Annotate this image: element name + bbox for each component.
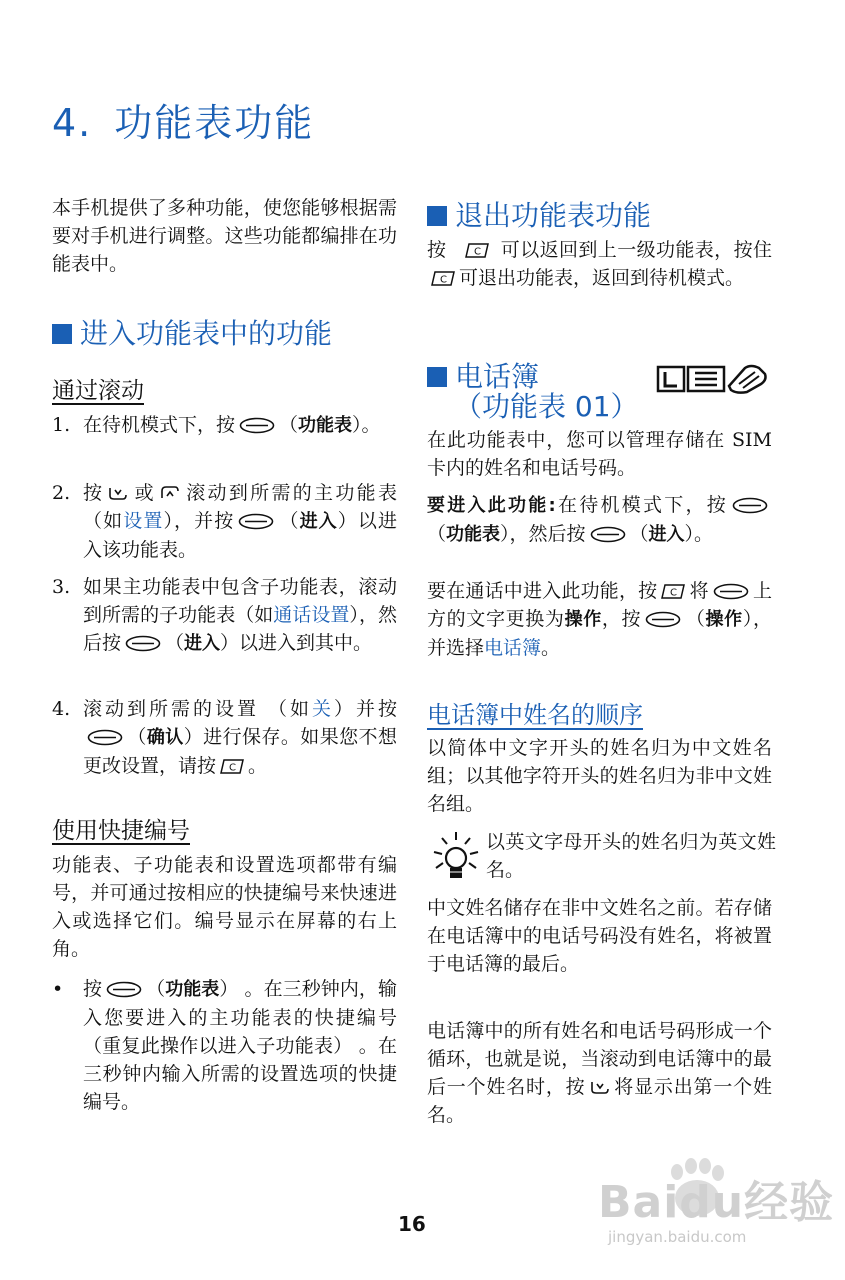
name-order-paragraph-2: 中文姓名储存在非中文姓名之前。若存储在电话簿中的电话号码没有姓名，将被置于电话簿的最后。 <box>427 897 772 975</box>
exit-section-heading: 退出功能表功能 <box>427 194 651 234</box>
watermark-url: jingyan.baidu.com <box>608 1228 747 1246</box>
chapter-title <box>52 92 314 147</box>
step-2: 2. 按 或 滚动到所需的主功能表（如设置），并按 （进入）以进入该功能表。 <box>52 482 397 561</box>
scroll-down-icon <box>107 484 129 502</box>
svg-text:C: C <box>474 246 482 258</box>
shortcut-heading: 使用快捷编号 <box>52 818 190 844</box>
step-3: 3. 如果主功能表中包含子功能表，滚动到所需的子功能表（如通话设置），然后按 （进入）以进入到其中。 <box>52 576 397 654</box>
shortcut-bullet: • 按 （功能表） 。在三秒钟内，输入您要进入的主功能表的快捷编号 （重复此操作以进入子功能表） 。在三秒钟内输入所需的设置选项的快捷编号。 <box>52 978 397 1113</box>
softkey-icon <box>106 981 142 998</box>
lightbulb-tip-icon <box>430 830 482 884</box>
clear-key-icon <box>660 583 686 600</box>
scroll-up-icon <box>159 484 181 502</box>
step-1: 1. 在待机模式下，按 （功能表）。 <box>52 414 381 436</box>
phonebook-intro: 在此功能表中，您可以管理存储在 SIM 卡内的姓名和电话号码。 <box>427 429 772 479</box>
phonebook-access: 要进入此功能:在待机模式下，按（功能表），然后按 （进入）。 <box>427 491 772 549</box>
svg-text:C: C <box>670 587 678 599</box>
step-4: 4. 滚动到所需的设置 （如关）并按（确认）进行保存。如果您不想更改设置，请按 C 。 <box>52 698 397 777</box>
name-order-heading: 电话簿中姓名的顺序 <box>427 701 643 729</box>
exit-paragraph: 按 C 可以返回到上一级功能表，按住 C 可退出功能表，返回到待机模式。 <box>427 239 772 289</box>
phonebook-function-icon <box>655 362 770 396</box>
name-order-paragraph-3: 电话簿中的所有姓名和电话号码形成一个循环，也就是说，当滚动到电话簿中的最后一个姓名时，按 将显示出第一个姓名。 <box>427 1020 772 1126</box>
phonebook-subheading: （功能表 01） <box>454 390 639 423</box>
heading-square-icon <box>427 367 447 387</box>
intro-paragraph: 本手机提供了多种功能，使您能够根据需要对手机进行调整。这些功能都编排在功能表中。 <box>52 197 397 275</box>
watermark-text: Baidu经验 <box>598 1177 835 1228</box>
enter-section-heading: 进入功能表中的功能 <box>52 312 332 352</box>
clear-key-icon <box>464 242 490 259</box>
chapter-number: 4. <box>52 101 93 145</box>
softkey-icon <box>590 526 626 543</box>
heading-square-icon <box>52 324 72 344</box>
softkey-icon <box>732 497 768 514</box>
heading-square-icon <box>427 206 447 226</box>
softkey-icon <box>239 417 275 434</box>
scroll-down-icon <box>589 1078 611 1096</box>
clear-key-icon <box>430 270 456 287</box>
softkey-icon <box>125 635 161 652</box>
softkey-icon <box>238 513 274 530</box>
tip-text: 以英文字母开头的姓名归为英文姓名。 <box>486 831 776 881</box>
chapter-title-text: 功能表功能 <box>114 101 315 145</box>
softkey-icon <box>713 583 749 600</box>
page-number: 16 <box>398 1212 426 1236</box>
svg-text:C: C <box>440 274 447 286</box>
phonebook-in-call: 要在通话中进入此功能，按 C 将 上方的文字更换为操作，按 （操作），并选择电话簿。 <box>427 580 772 659</box>
phonebook-heading: 电话簿 <box>427 355 539 395</box>
softkey-icon <box>645 611 681 628</box>
svg-text:C: C <box>229 762 236 774</box>
shortcut-paragraph: 功能表、子功能表和设置选项都带有编号，并可通过按相应的快捷编号来快速进入或选择它们。编号显示在屏幕的右上角。 <box>52 854 397 960</box>
softkey-icon <box>87 729 123 746</box>
scroll-heading: 通过滚动 <box>52 378 144 404</box>
clear-key-icon <box>219 758 245 775</box>
name-order-paragraph-1: 以简体中文字开头的姓名归为中文姓名组；以其他字符开头的姓名归为非中文姓名组。 <box>427 737 772 815</box>
